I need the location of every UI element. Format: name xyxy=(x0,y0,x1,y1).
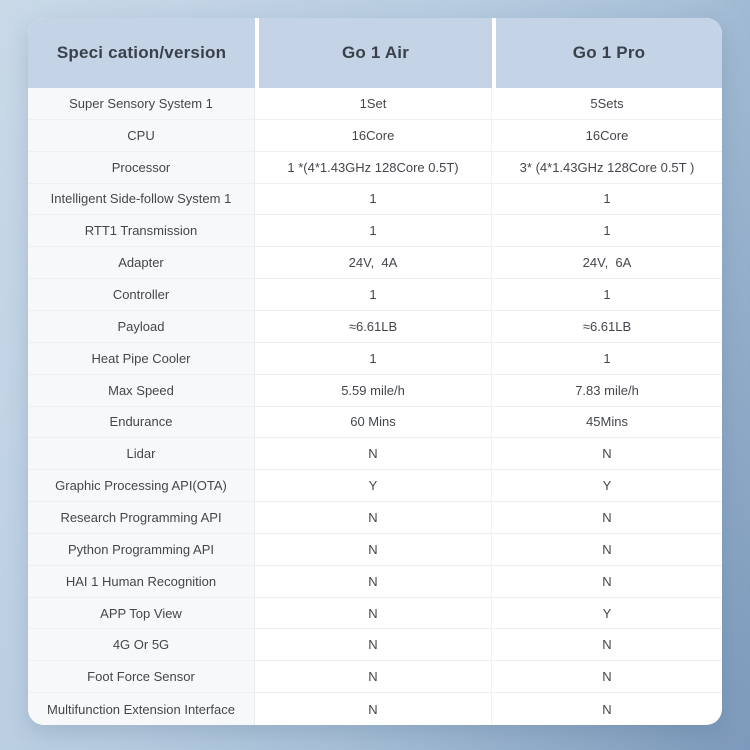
go1-pro-value-cell: N xyxy=(602,541,612,557)
spec-name-cell: Payload xyxy=(28,311,255,342)
go1-air-value-cell: 5.59 mile/h xyxy=(255,375,492,406)
go1-air-value-cell: ≈6.61LB xyxy=(255,311,492,342)
spec-comparison-table xyxy=(28,18,722,725)
go1-air-value-cell: N xyxy=(255,598,492,629)
go1-pro-value-cell: 16Core xyxy=(585,127,629,143)
table-row xyxy=(28,88,722,120)
table-row xyxy=(28,693,722,725)
go1-air-value-cell: N xyxy=(255,629,492,660)
spec-name-cell: RTT1 Transmission xyxy=(28,215,255,246)
go1-air-value-cell: 1 xyxy=(255,343,492,374)
spec-name-cell: Max Speed xyxy=(28,375,255,406)
go1-pro-value-cell: 24V, 6A xyxy=(582,255,632,271)
go1-pro-value-cell: 1 xyxy=(603,191,611,207)
go1-pro-value-cell: 45Mins xyxy=(586,414,628,430)
table-row xyxy=(28,470,722,502)
go1-air-value-cell: N xyxy=(255,534,492,565)
table-row xyxy=(28,279,722,311)
table-row xyxy=(28,120,722,152)
header-go1-air: Go 1 Air xyxy=(255,18,492,88)
go1-air-value-cell: 1 xyxy=(255,184,492,215)
go1-pro-value-cell: N xyxy=(602,446,612,462)
go1-air-value-cell: 24V, 4A xyxy=(255,247,492,278)
table-row xyxy=(28,215,722,247)
go1-pro-value-cell: 1 xyxy=(603,223,611,239)
table-row xyxy=(28,152,722,184)
table-row xyxy=(28,407,722,439)
go1-air-value-cell: 16Core xyxy=(255,120,492,151)
go1-pro-value-cell: N xyxy=(602,701,612,717)
spec-name-cell: Multifunction Extension Interface xyxy=(28,693,255,725)
go1-pro-value-cell: N xyxy=(602,573,612,589)
go1-air-value-cell: N xyxy=(255,661,492,692)
spec-name-cell: Research Programming API xyxy=(28,502,255,533)
go1-air-value-cell: 60 Mins xyxy=(255,407,492,438)
table-row xyxy=(28,534,722,566)
go1-pro-value-cell: N xyxy=(602,509,612,525)
header-specification-version: Speci cation/version xyxy=(28,18,255,88)
table-body xyxy=(28,88,722,725)
table-row xyxy=(28,311,722,343)
go1-pro-value-cell: 3* (4*1.43GHz 128Core 0.5T ) xyxy=(519,159,695,175)
header-go1-pro: Go 1 Pro xyxy=(492,18,722,88)
go1-pro-value-cell: Y xyxy=(602,478,612,494)
go1-air-value-cell: N xyxy=(255,566,492,597)
spec-name-cell: Foot Force Sensor xyxy=(28,661,255,692)
spec-name-cell: Graphic Processing API(OTA) xyxy=(28,470,255,501)
spec-name-cell: Super Sensory System 1 xyxy=(28,88,255,119)
go1-air-value-cell: 1 xyxy=(255,279,492,310)
spec-name-cell: Python Programming API xyxy=(28,534,255,565)
table-row xyxy=(28,343,722,375)
table-row xyxy=(28,629,722,661)
spec-name-cell: Lidar xyxy=(28,438,255,469)
table-row xyxy=(28,247,722,279)
go1-pro-value-cell: ≈6.61LB xyxy=(582,318,632,334)
go1-air-value-cell: 1Set xyxy=(255,88,492,119)
table-row xyxy=(28,502,722,534)
table-row xyxy=(28,184,722,216)
go1-pro-value-cell: 1 xyxy=(603,350,611,366)
go1-pro-value-cell: N xyxy=(602,637,612,653)
spec-name-cell: Endurance xyxy=(28,407,255,438)
spec-name-cell: 4G Or 5G xyxy=(28,629,255,660)
go1-air-value-cell: N xyxy=(255,693,492,725)
go1-pro-value-cell: N xyxy=(602,669,612,685)
table-row xyxy=(28,375,722,407)
table-row xyxy=(28,566,722,598)
spec-name-cell: APP Top View xyxy=(28,598,255,629)
spec-name-cell: Processor xyxy=(28,152,255,183)
go1-air-value-cell: N xyxy=(255,502,492,533)
go1-air-value-cell: N xyxy=(255,438,492,469)
go1-pro-value-cell: 1 xyxy=(603,287,611,303)
go1-pro-value-cell: 5Sets xyxy=(590,95,624,111)
spec-name-cell: Controller xyxy=(28,279,255,310)
go1-air-value-cell: 1 *(4*1.43GHz 128Core 0.5T) xyxy=(255,152,492,183)
spec-name-cell: CPU xyxy=(28,120,255,151)
go1-pro-value-cell: 7.83 mile/h xyxy=(575,382,639,398)
go1-air-value-cell: Y xyxy=(255,470,492,501)
go1-pro-value-cell: Y xyxy=(602,605,612,621)
spec-name-cell: HAI 1 Human Recognition xyxy=(28,566,255,597)
table-row xyxy=(28,661,722,693)
spec-name-cell: Adapter xyxy=(28,247,255,278)
spec-name-cell: Intelligent Side-follow System 1 xyxy=(28,184,255,215)
spec-name-cell: Heat Pipe Cooler xyxy=(28,343,255,374)
table-row xyxy=(28,598,722,630)
go1-air-value-cell: 1 xyxy=(255,215,492,246)
table-header-row xyxy=(28,18,722,88)
table-row xyxy=(28,438,722,470)
